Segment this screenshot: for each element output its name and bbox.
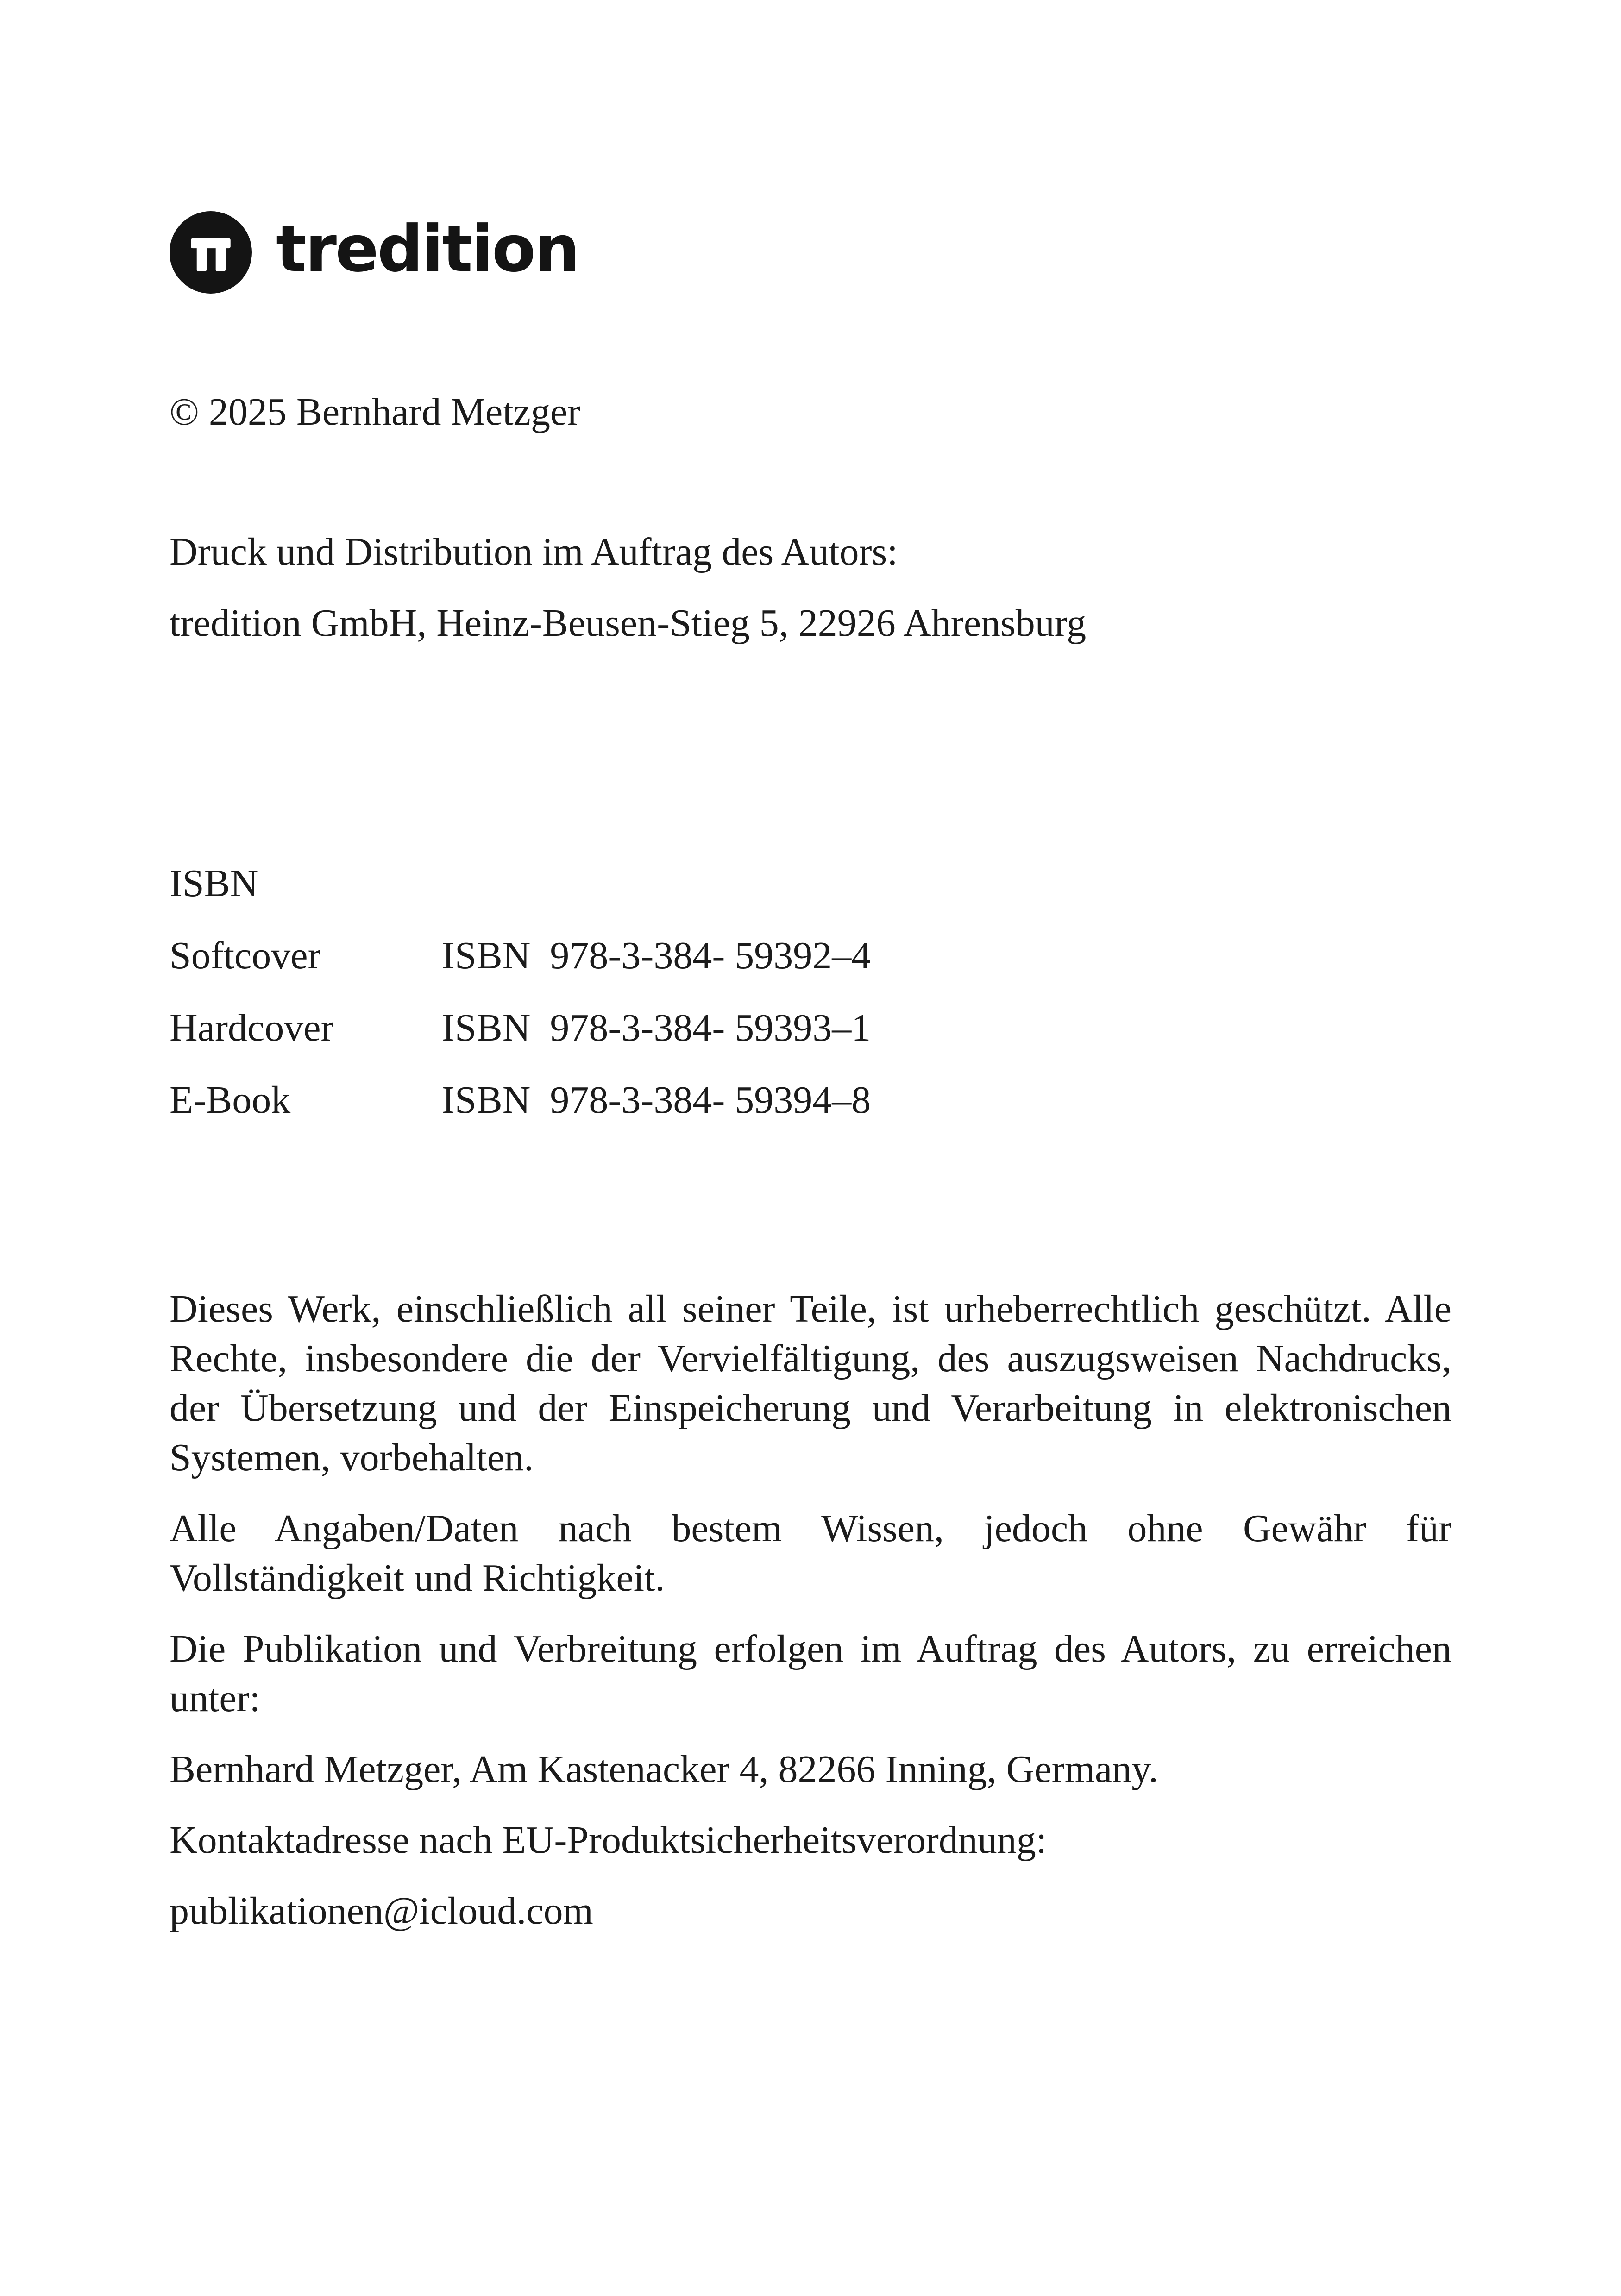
publication-note-paragraph: Die Publikation und Verbreitung erfolgen im Auftrag des Autors, zu erreichen unter: — [170, 1627, 1451, 1720]
legal-text-block — [170, 1284, 1451, 1936]
author-address-line: Bernhard Metzger, Am Kastenacker 4, 82266 Inning, Germany. — [170, 1748, 1158, 1791]
isbn-value: ISBN 978-3-384- 59393–1 — [442, 1006, 871, 1049]
copyright-notice-paragraph: Dieses Werk, einschließlich all seiner Teile, ist urheberrechtlich geschützt. Alle Rechte, insbesondere die der Vervielfältigung, des auszugsweisen Nachdrucks, der Übersetzung und der Einspeicherung und Verarbeitung in elektronischen Systemen, vorbehalten. — [170, 1287, 1451, 1479]
publisher-address-line: tredition GmbH, Heinz-Beusen-Stieg 5, 22926 Ahrensburg — [170, 602, 1087, 645]
contact-email: publikationen@icloud.com — [170, 1889, 593, 1932]
disclaimer-paragraph: Alle Angaben/Daten nach bestem Wissen, jedoch ohne Gewähr für Vollständigkeit und Richtigkeit. — [170, 1507, 1451, 1600]
isbn-row-ebook — [170, 1075, 1451, 1126]
distribution-line: Druck und Distribution im Auftrag des Autors: — [170, 530, 898, 573]
isbn-row-softcover — [170, 930, 1451, 981]
isbn-value: ISBN 978-3-384- 59394–8 — [442, 1079, 871, 1122]
tredition-logo-icon — [170, 211, 252, 294]
publisher-logo — [170, 211, 1451, 294]
isbn-label: Softcover — [170, 934, 321, 977]
isbn-label: Hardcover — [170, 1006, 334, 1049]
isbn-row-hardcover — [170, 1003, 1451, 1054]
isbn-label: E-Book — [170, 1079, 291, 1122]
isbn-value: ISBN 978-3-384- 59392–4 — [442, 934, 871, 977]
isbn-heading: ISBN — [170, 862, 258, 905]
copyright-line: © 2025 Bernhard Metzger — [170, 390, 581, 433]
eu-contact-label: Kontaktadresse nach EU-Produktsicherheitsverordnung: — [170, 1819, 1047, 1862]
publisher-wordmark: tredition — [276, 212, 579, 286]
